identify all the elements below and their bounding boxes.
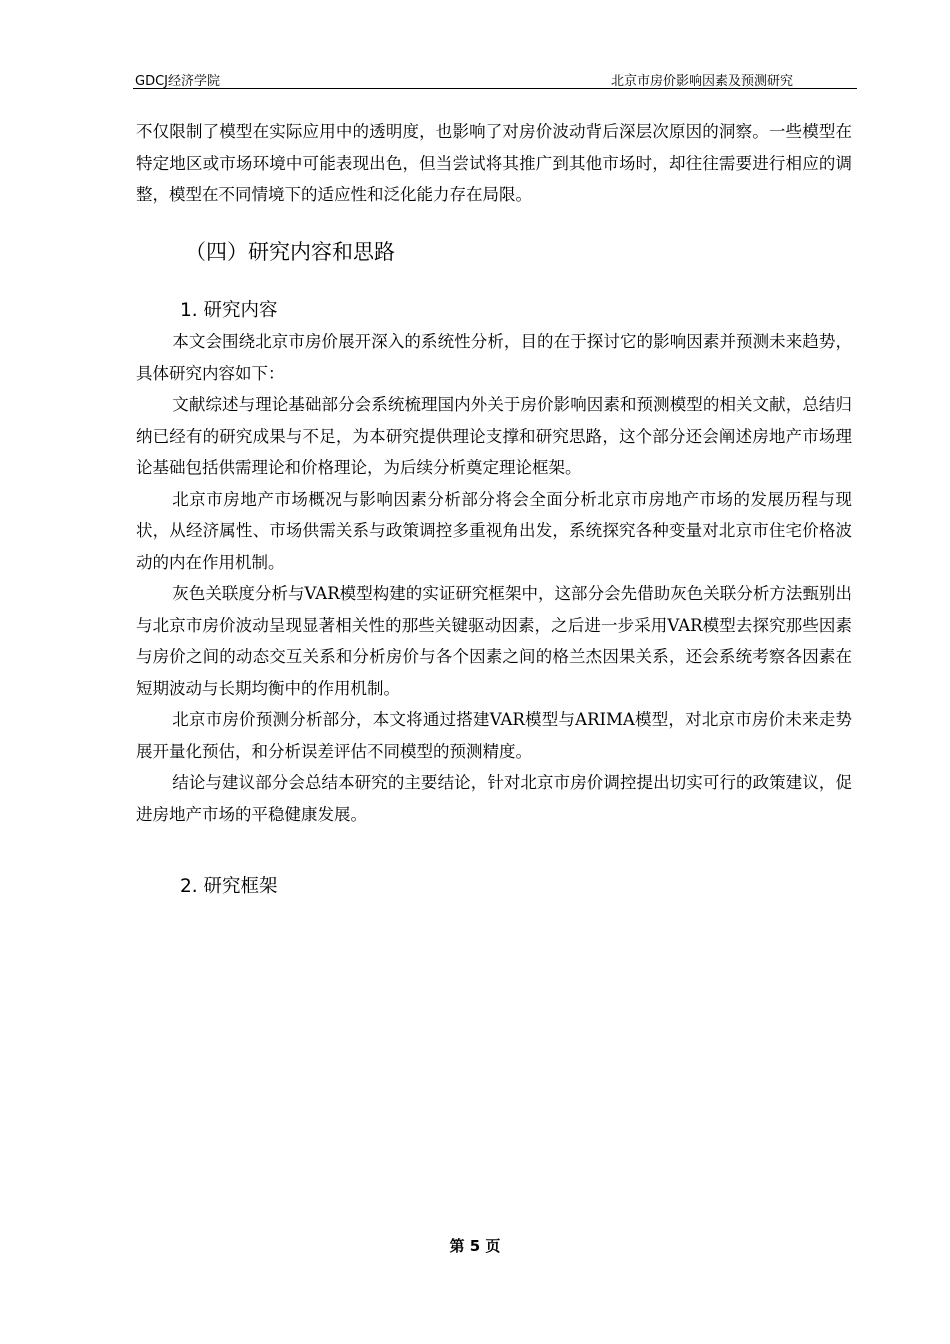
page-number: 第 5 页	[449, 1237, 501, 1255]
paragraph: 文献综述与理论基础部分会系统梳理国内外关于房价影响因素和预测模型的相关文献，总结归纳已经有的研究成果与不足，为本研究提供理论支撑和研究思路，这个部分还会阐述房地产市场理论基础包括供需理论和价格理论，为后续分析奠定理论框架。	[136, 395, 852, 477]
intro-paragraph: 不仅限制了模型在实际应用中的透明度，也影响了对房价波动背后深层次原因的洞察。一些模型在特定地区或市场环境中可能表现出色，但当尝试将其推广到其他市场时，却往往需要进行相应的调整，模型在不同情境下的适应性和泛化能力存在局限。	[136, 122, 852, 204]
page-header	[133, 70, 857, 89]
paragraph: 结论与建议部分会总结本研究的主要结论，针对北京市房价调控提出切实可行的政策建议，促进房地产市场的平稳健康发展。	[136, 773, 852, 824]
header-institution: GDCJ经济学院	[135, 74, 220, 89]
paragraph: 本文会围绕北京市房价展开深入的系统性分析，目的在于探讨它的影响因素并预测未来趋势，具体研究内容如下：	[136, 332, 852, 383]
paragraph: 灰色关联度分析与VAR模型构建的实证研究框架中，这部分会先借助灰色关联分析方法甄别出与北京市房价波动呈现显著相关性的那些关键驱动因素，之后进一步采用VAR模型去探究那些因素与房价之间的动态交互关系和分析房价与各个因素之间的格兰杰因果关系，还会系统考察各因素在短期波动与长期均衡中的作用机制。	[136, 584, 852, 698]
paragraph: 北京市房价预测分析部分，本文将通过搭建VAR模型与ARIMA模型，对北京市房价未来走势展开量化预估，和分析误差评估不同模型的预测精度。	[136, 710, 852, 761]
header-title: 北京市房价影响因素及预测研究	[610, 74, 793, 89]
subsection-heading-content: 1. 研究内容	[180, 300, 278, 321]
section-heading: （四）研究内容和思路	[185, 240, 395, 264]
subsection-heading-framework: 2. 研究框架	[180, 876, 278, 897]
intro-paragraph-block	[136, 116, 852, 211]
paragraph: 北京市房地产市场概况与影响因素分析部分将会全面分析北京市房地产市场的发展历程与现状，从经济属性、市场供需关系与政策调控多重视角出发，系统探究各种变量对北京市住宅价格波动的内在作用机制。	[136, 489, 852, 572]
content-paragraphs	[136, 326, 852, 830]
